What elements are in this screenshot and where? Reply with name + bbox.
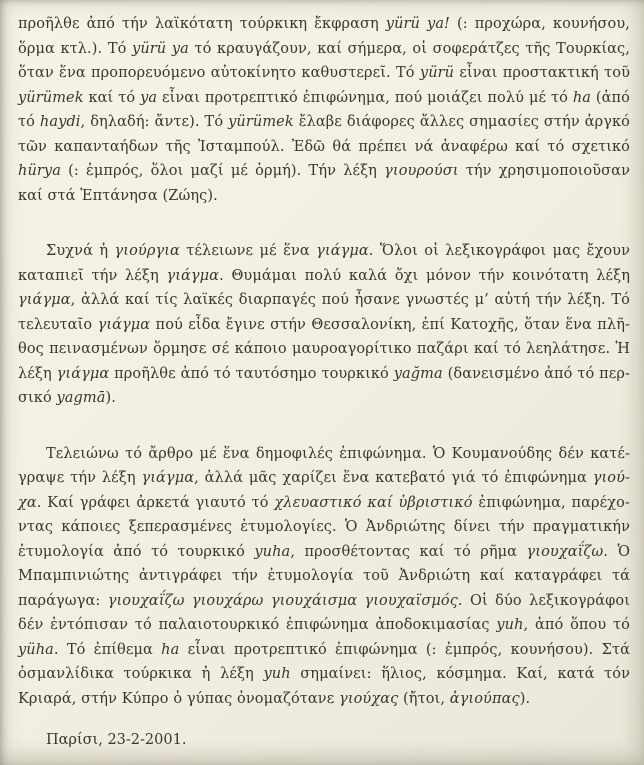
- text-run: προῆλθε ἀπό τό ταυτόσημο τουρκικό: [109, 365, 394, 382]
- text-line: [18, 110, 630, 135]
- text-line: [18, 184, 630, 209]
- italic-term: yüha: [18, 641, 54, 658]
- text-run: Κριαρά, στήν Κύπρο ὁ γύπας ὀνομαζότανε: [18, 690, 340, 707]
- text-run: . Τό ἐπίθεμα: [53, 641, 162, 658]
- text-run: (: προχώρα, κουνήσου,: [450, 16, 630, 32]
- text-line: [18, 491, 630, 516]
- italic-term: γιάγμα: [56, 365, 110, 382]
- italic-term: yuh: [496, 617, 524, 633]
- text-run: γραψε τήν λέξη: [18, 470, 142, 486]
- italic-term: yürü: [419, 65, 455, 81]
- text-line: [18, 613, 630, 638]
- italic-term: yürü ya: [132, 40, 189, 57]
- italic-term: yuha: [254, 543, 291, 560]
- italic-term: ha: [572, 89, 591, 106]
- text-run: , δηλαδή: ἄντε). Τό: [80, 114, 229, 130]
- text-run: τήν χρησιμοποιοῦσαν: [458, 163, 630, 179]
- text-run: , προσθέτοντας καί τό ρῆμα: [290, 543, 527, 560]
- text-run: . Θυμάμαι πολύ καλά ὄχι μόνον τήν κοινότατη λέξη: [219, 267, 631, 284]
- italic-term: γιάγμα: [18, 292, 71, 308]
- text-run: , ἀλλά μᾶς χαρίζει ἕνα κατεβατό γιά τό ἐπιφώνημα: [194, 470, 593, 486]
- text-run: , ἀλλά καί τίς λαϊκές διαρπαγές πού ἦσανε γνωστές μ’ αὐτή τήν λέξη. Τό: [70, 292, 630, 308]
- text-run: ).: [105, 390, 116, 406]
- text-run: (: ἐμπρός, ὅλοι μαζί μέ ὁρμή). Τήν λέξη: [60, 163, 385, 179]
- text-line: [18, 442, 630, 467]
- text-run: τέλειωνε μέ ἕνα: [179, 243, 317, 259]
- italic-term: γιουρούσι: [384, 163, 459, 179]
- text-run: δέν ἐντόπισαν τό παλαιοτουρκικό ἐπιφώνημα ἀποδοκιμασίας: [18, 617, 497, 633]
- text-run: τῶν καπανταήδων τῆς Ἰσταμπούλ. Ἐδῶ θά πρέπει νά ἀναφέρω καί τό σχετικό: [18, 138, 630, 155]
- text-line: [18, 86, 630, 111]
- text-run: καταπιεῖ τήν λέξη: [18, 267, 167, 284]
- text-run: σημαίνει: ἥλιος, κόσμημα. Καί, κατά τόν: [290, 666, 631, 682]
- text-line: [18, 386, 630, 411]
- text-line: [18, 638, 630, 663]
- text-run: τό κραυγάζουν, καί σήμερα, οἱ σοφεράτζες τῆς Τουρκίας,: [188, 40, 630, 57]
- text-run: . Ὁ: [603, 543, 631, 560]
- italic-term: χα: [18, 494, 37, 511]
- text-line: [18, 61, 630, 86]
- text-run: Μπαμπινιώτης ἀντιγράφει τήν ἐτυμολογία τοῦ Ἀνδριώτη καί καταγράφει τά: [18, 568, 630, 584]
- text-run: θος πεινασμένων ὅρμησε σέ κάποιο μαυροαγορίτικο παζάρι καί τό λεηλάτησε. Ἡ: [18, 341, 630, 357]
- italic-term: yürümek: [228, 114, 294, 130]
- italic-term: γιουχαΐζω γιουχάρω γιουχάισμα γιουχαϊσμός: [107, 592, 458, 609]
- italic-term: hürya: [18, 163, 61, 179]
- text-run: ὅρμα κτλ.). Τό: [18, 40, 133, 57]
- text-run: εἶναι προτρεπτικό ἐπιφώνημα, πού μοιάζει πολύ μέ τό: [157, 89, 573, 106]
- text-run: ντας κάποιες ξεπερασμένες ἐτυμολογίες. Ὁ Ἀνδριώτης δίνει τήν πραγματικήν: [18, 519, 630, 535]
- text-run: πού εἶδα ἔγινε στήν Θεσσαλονίκη, ἐπί Κατοχῆς, ὅταν ἕνα πλῆ-: [150, 316, 630, 333]
- paragraph: [18, 442, 630, 712]
- text-run: . Οἱ δύο λεξικογράφοι: [457, 592, 630, 609]
- text-run: (δανεισμένο ἀπό τό περ-: [442, 365, 630, 382]
- text-line: [18, 515, 630, 540]
- text-run: Τελειώνω τό ἄρθρο μέ ἕνα δημοφιλές ἐπιφώνημα. Ὁ Κουμανούδης δέν κατέ-: [46, 445, 630, 462]
- text-run: ὅταν ἕνα προπορευόμενο αὐτοκίνητο καθυστερεῖ. Τό: [18, 65, 420, 81]
- text-line: [18, 662, 630, 687]
- text-run: καί τό: [83, 89, 141, 106]
- italic-term: γιούχας: [339, 690, 399, 707]
- text-line: [18, 362, 630, 387]
- italic-term: haydi: [39, 114, 81, 130]
- text-run: τελευταῖο: [18, 316, 98, 333]
- text-run: λέξη: [18, 365, 57, 382]
- italic-term: γιουχαΐζω: [526, 543, 604, 560]
- text-line: [18, 264, 630, 289]
- text-run: σικό: [18, 390, 57, 406]
- text-run: ἐπιφώνημα, παρέχο-: [472, 494, 631, 511]
- italic-term: ἁγιούπας: [449, 690, 520, 707]
- text-run: . Ὅλοι οἱ λεξικογράφοι μας ἔχουν: [368, 243, 630, 259]
- text-run: ἐτυμολογία ἀπό τό τουρκικό: [18, 543, 255, 560]
- text-line: [18, 37, 630, 62]
- italic-term: γιούργια: [114, 243, 180, 259]
- text-run: παράγωγα:: [18, 592, 108, 609]
- text-line: [18, 687, 630, 712]
- text-line: [18, 288, 630, 313]
- text-run: εἶναι προτρεπτικό ἐπιφώνημα (: ἐμπρός, κουνήσου). Στά: [179, 641, 631, 658]
- text-run: εἶναι προστακτική τοῦ: [454, 65, 630, 81]
- text-run: . Καί γράφει ἀρκετά γιαυτό τό: [36, 494, 275, 511]
- document-body: [18, 12, 630, 711]
- italic-term: γιάγμα: [166, 267, 220, 284]
- italic-term: ha: [161, 641, 180, 658]
- text-line: [18, 466, 630, 491]
- italic-term: γιάγμα: [97, 316, 151, 333]
- date-line: Παρίσι, 23-2-2001.: [46, 732, 187, 748]
- italic-term: γιάγμα: [316, 243, 369, 259]
- text-run: , ἀπό ὅπου τό: [523, 617, 631, 633]
- text-run: καί στά Ἑπτάνησα (Ζώης).: [18, 187, 218, 204]
- paragraph: [18, 239, 630, 411]
- text-run: ).: [519, 690, 531, 707]
- text-line: [18, 239, 630, 264]
- text-line: [18, 589, 630, 614]
- text-line: [18, 564, 630, 589]
- text-line: [18, 12, 630, 37]
- text-run: προῆλθε ἀπό τήν λαϊκότατη τούρκικη ἔκφραση: [18, 16, 386, 32]
- paragraph: [18, 12, 630, 208]
- text-run: ἔλαβε διάφορες ἄλλες σημασίες στήν ἀργκό: [293, 114, 630, 130]
- text-run: Συχνά ἡ: [46, 243, 115, 259]
- text-line: [18, 540, 630, 565]
- italic-term: yürü ya!: [385, 16, 450, 32]
- italic-term: yağma: [393, 365, 443, 382]
- italic-term: χλευαστικό καί ὑβριστικό: [274, 494, 473, 511]
- italic-term: yuh: [263, 666, 291, 682]
- italic-term: ya: [140, 89, 158, 106]
- text-run: τό: [18, 114, 40, 130]
- text-run: ὀσμανλίδικα τούρκικα ἡ λέξη: [18, 666, 264, 682]
- text-run: (ἀπό: [591, 89, 630, 106]
- text-run: (ἤτοι,: [398, 690, 450, 707]
- italic-term: yagmā: [56, 390, 106, 406]
- text-line: [18, 135, 630, 160]
- text-line: [18, 313, 630, 338]
- italic-term: yürümek: [18, 89, 84, 106]
- italic-term: γιάγμα: [141, 470, 195, 486]
- italic-term: γιού-: [592, 470, 630, 486]
- text-line: [18, 337, 630, 362]
- text-line: [18, 159, 630, 184]
